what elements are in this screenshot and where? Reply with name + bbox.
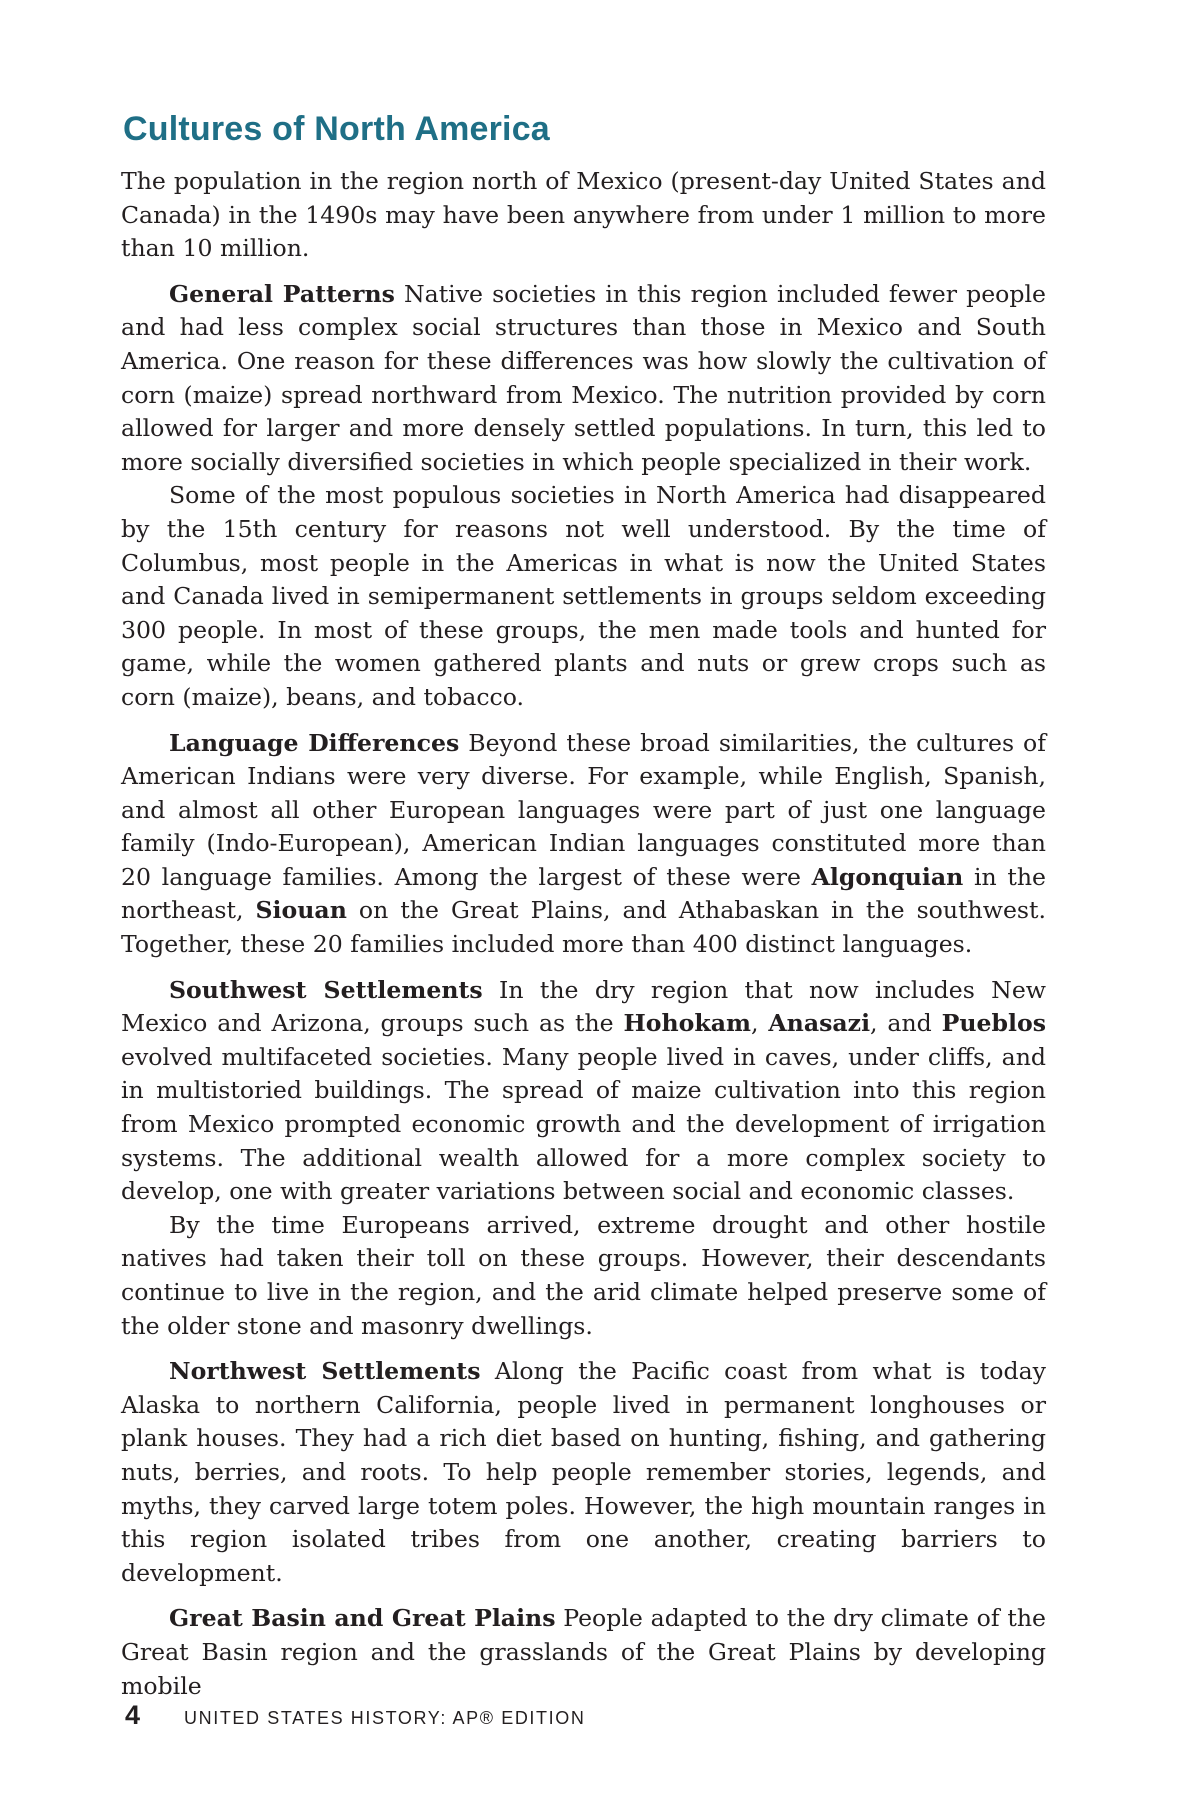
northwest-text: Along the Pacific coast from what is today Alaska to northern California, people lived in permanent longhouses or plank houses. They had a rich diet based on hunting, fishing, and gathering nuts, berries, and roots. To help people remember stories, legends, and myths, they carved large totem poles. However, the high mountain ranges in this region isolated tribes from one another, creating barriers to development. [121,1357,1046,1587]
southwest-settlements-paragraph [121,974,1046,1209]
populous-societies-paragraph: Some of the most populous societies in North America had disappeared by the 15th century for reasons not well understood. By the time of Columbus, most people in the Americas in what is now the United States and Canada lived in semipermanent settlements in groups seldom exceeding 300 people. In most of these groups, the men made tools and hunted for game, while the women gathered plants and nuts or grew crops such as corn (maize), beans, and tobacco. [121,481,1046,711]
northwest-settlements-subhead: Northwest Settlements [169,1357,481,1386]
term-pueblos: Pueblos [941,1009,1046,1038]
general-patterns-text: Native societies in this region included fewer people and had less complex social structures than those in Mexico and South America. One reason for these differences was how slowly the cultivation of corn (maize) spread northward from Mexico. The nutrition provided by corn allowed for larger and more densely settled populations. In turn, this led to more socially diversified societies in which people specialized in their work. [121,279,1047,476]
language-text-1: Beyond these broad similarities, the cultures of American Indians were very diverse. For example, while English, Spanish, and almost all other European languages were part of just one language family (Indo-European), American Indian languages constituted more than 20 language families. Among the largest of these were [121,728,1046,891]
page-number: 4 [125,1700,141,1730]
great-basin-text: People adapted to the dry climate of the Great Basin region and the grasslands of the Great Plains by developing mobile [121,1604,1046,1700]
running-head: UNITED STATES HISTORY: AP® EDITION [184,1708,586,1728]
europeans-arrived-paragraph: By the time Europeans arrived, extreme drought and other hostile natives had taken their toll on these groups. However, their descendants continue to live in the region, and the arid climate helped preserve some of the older stone and masonry dwellings. [121,1210,1046,1340]
southwest-text-2: , [751,1009,769,1038]
southwest-text-1: In the dry region that now includes New Mexico and Arizona, groups such as the [121,975,1046,1038]
southwest-text-3: , and [870,1009,942,1038]
great-basin-subhead: Great Basin and Great Plains [169,1604,556,1633]
term-hohokam: Hohokam [623,1009,751,1038]
northwest-settlements-paragraph [121,1355,1046,1590]
intro-paragraph: The population in the region north of Mexico (present-day United States and Canada) in the 1490s may have been anywhere from under 1 million to more than 10 million. [121,167,1046,263]
southwest-text-4: evolved multifaceted societies. Many people lived in caves, under cliffs, and in multistoried buildings. The spread of maize cultivation into this region from Mexico prompted economic growth and the development of irrigation systems. The additional wealth allowed for a more complex society to develop, one with greater variations between social and economic classes. [121,1042,1046,1206]
body-text [121,165,1046,1703]
language-differences-paragraph [121,727,1046,962]
language-text-2: in the northeast, [121,862,1046,925]
term-algonquian: Algonquian [811,862,964,891]
term-anasazi: Anasazi [768,1009,871,1038]
southwest-settlements-subhead: Southwest Settlements [169,975,483,1004]
language-differences-subhead: Language Differences [169,728,460,757]
page-footer [125,1700,585,1731]
language-text-3: on the Great Plains, and Athabaskan in the southwest. Together, these 20 families included more than 400 distinct languages. [121,896,1047,959]
section-heading: Cultures of North America [123,110,550,148]
term-siouan: Siouan [255,896,347,925]
general-patterns-subhead: General Patterns [169,279,395,308]
general-patterns-paragraph [121,278,1046,480]
great-basin-paragraph [121,1602,1046,1703]
